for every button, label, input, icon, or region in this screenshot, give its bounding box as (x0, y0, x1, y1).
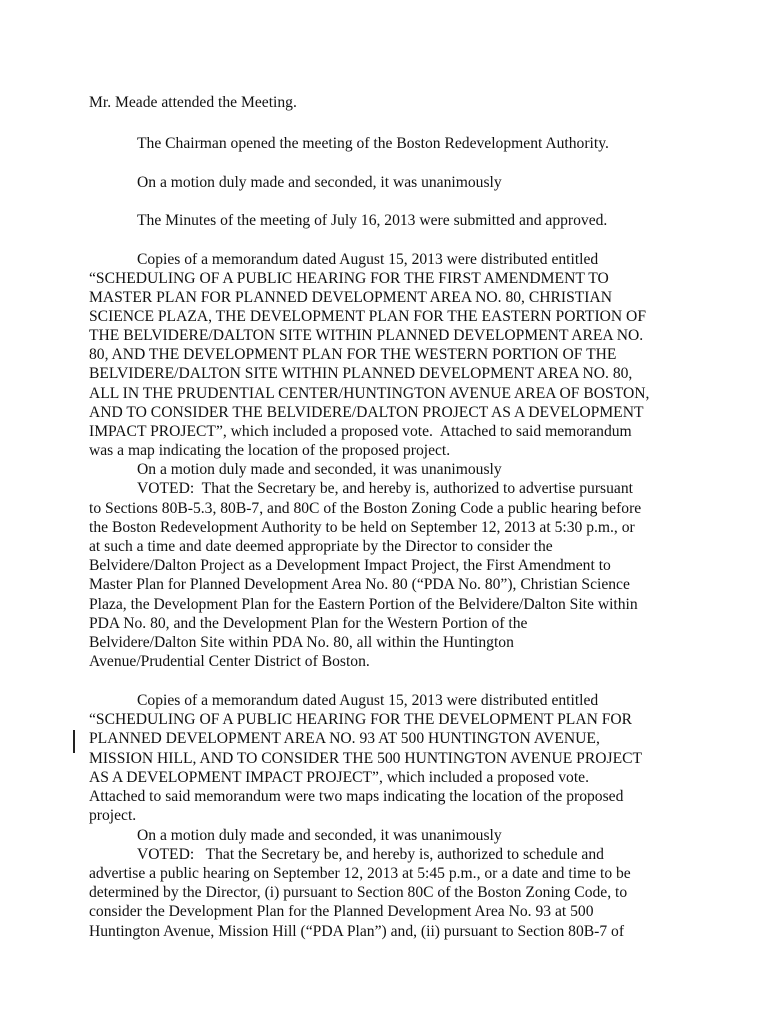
item-2-vote-line: consider the Development Plan for the Planned Development Area No. 93 at 500 (89, 903, 594, 920)
item-1-memo-line: BELVIDERE/DALTON SITE WITHIN PLANNED DEVELOPMENT AREA NO. 80, (89, 365, 633, 382)
item-2-memo-line: MISSION HILL, AND TO CONSIDER THE 500 HUNTINGTON AVENUE PROJECT (89, 750, 643, 767)
opening-paragraph: The Chairman opened the meeting of the Boston Redevelopment Authority. (137, 135, 609, 152)
item-1-vote-line: PDA No. 80, and the Development Plan for the Western Portion of the (89, 615, 528, 632)
item-1-memo-line: was a map indicating the location of the proposed project. (89, 442, 451, 459)
item-1-vote-line: Avenue/Prudential Center District of Boston. (89, 653, 370, 670)
item-1-motion-line: On a motion duly made and seconded, it was unanimously (137, 461, 502, 478)
item-1-vote-line: Belvidere/Dalton Site within PDA No. 80, all within the Huntington (89, 634, 514, 651)
revision-bar (73, 730, 75, 753)
attendance-line: Mr. Meade attended the Meeting. (89, 94, 297, 111)
item-1-vote-line: VOTED: That the Secretary be, and hereby is, authorized to advertise pursuant (137, 480, 633, 497)
item-2-memo-line: project. (89, 807, 137, 824)
item-2-vote-line: Huntington Avenue, Mission Hill (“PDA Plan”) and, (ii) pursuant to Section 80B-7 of (89, 923, 625, 940)
item-2-vote-line: advertise a public hearing on September 12, 2013 at 5:45 p.m., or a date and time to be (89, 865, 631, 882)
item-1-vote-line: Master Plan for Planned Development Area No. 80 (“PDA No. 80”), Christian Science (89, 576, 630, 593)
item-2-memo-line: PLANNED DEVELOPMENT AREA NO. 93 AT 500 HUNTINGTON AVENUE, (89, 730, 600, 747)
item-2-motion-line: On a motion duly made and seconded, it was unanimously (137, 827, 502, 844)
item-2-vote-line: VOTED: That the Secretary be, and hereby is, authorized to schedule and (137, 846, 604, 863)
item-1-memo-line: Copies of a memorandum dated August 15, 2013 were distributed entitled (137, 251, 599, 268)
item-2-memo-line: Copies of a memorandum dated August 15, 2013 were distributed entitled (137, 692, 599, 709)
item-1-vote-line: Plaza, the Development Plan for the Eastern Portion of the Belvidere/Dalton Site within (89, 596, 638, 613)
item-1-vote-line: to Sections 80B-5.3, 80B-7, and 80C of the Boston Zoning Code a public hearing before (89, 500, 642, 517)
item-2-memo-line: Attached to said memorandum were two maps indicating the location of the proposed (89, 788, 624, 805)
motion-line: On a motion duly made and seconded, it was unanimously (137, 174, 502, 191)
item-1-memo-line: SCIENCE PLAZA, THE DEVELOPMENT PLAN FOR THE EASTERN PORTION OF (89, 308, 646, 325)
item-1-vote-line: the Boston Redevelopment Authority to be held on September 12, 2013 at 5:30 p.m., or (89, 519, 635, 536)
item-1-memo-line: “SCHEDULING OF A PUBLIC HEARING FOR THE FIRST AMENDMENT TO (89, 270, 609, 287)
minutes-paragraph: The Minutes of the meeting of July 16, 2013 were submitted and approved. (137, 212, 608, 229)
item-1-memo-line: MASTER PLAN FOR PLANNED DEVELOPMENT AREA NO. 80, CHRISTIAN (89, 289, 612, 306)
item-2-memo-line: AS A DEVELOPMENT IMPACT PROJECT”, which included a proposed vote. (89, 769, 590, 786)
item-1-vote-line: at such a time and date deemed appropriate by the Director to consider the (89, 538, 553, 555)
item-1-memo-line: THE BELVIDERE/DALTON SITE WITHIN PLANNED DEVELOPMENT AREA NO. (89, 327, 644, 344)
item-1-memo-line: AND TO CONSIDER THE BELVIDERE/DALTON PROJECT AS A DEVELOPMENT (89, 404, 644, 421)
item-1-vote-line: Belvidere/Dalton Project as a Development Impact Project, the First Amendment to (89, 557, 611, 574)
item-1-memo-line: ALL IN THE PRUDENTIAL CENTER/HUNTINGTON AVENUE AREA OF BOSTON, (89, 385, 650, 402)
item-1-memo-line: IMPACT PROJECT”, which included a proposed vote. Attached to said memorandum (89, 423, 632, 440)
item-2-memo-line: “SCHEDULING OF A PUBLIC HEARING FOR THE DEVELOPMENT PLAN FOR (89, 711, 633, 728)
item-1-memo-line: 80, AND THE DEVELOPMENT PLAN FOR THE WESTERN PORTION OF THE (89, 346, 617, 363)
item-2-vote-line: determined by the Director, (i) pursuant to Section 80C of the Boston Zoning Code, to (89, 884, 628, 901)
